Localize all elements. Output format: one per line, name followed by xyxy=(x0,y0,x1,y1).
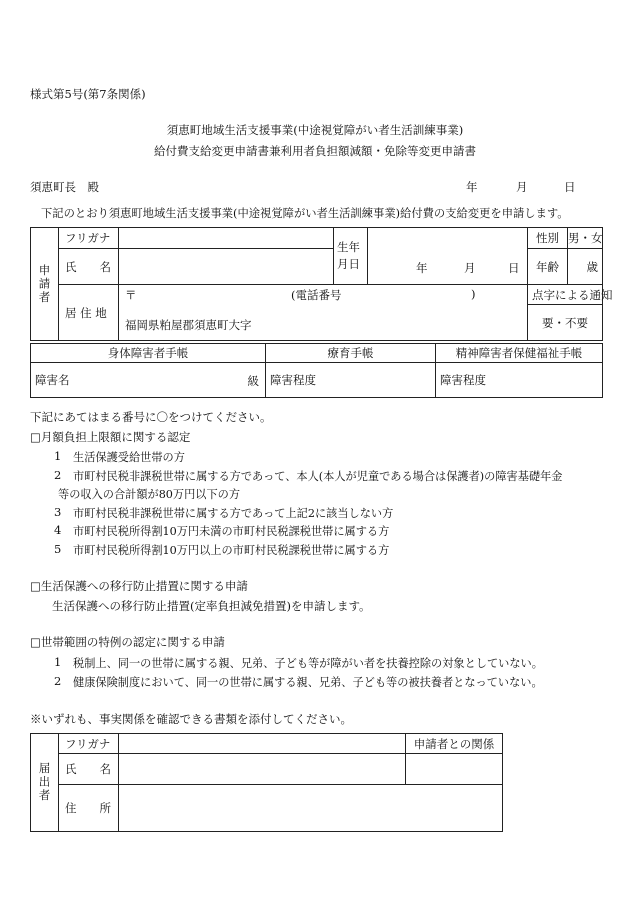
address-label: 居 住 地 xyxy=(59,285,119,341)
section2-text: 生活保護への移行防止措置(定率負担減免措置)を申請します。 xyxy=(52,599,371,613)
age-label: 年齢 xyxy=(528,249,568,285)
item-number[interactable]: 5 xyxy=(54,541,62,556)
applicant-table xyxy=(30,227,613,341)
postal-mark: 〒 xyxy=(125,288,137,302)
date-day: 日 xyxy=(564,180,576,194)
age-field[interactable] xyxy=(568,249,603,285)
braille-label: 点字による通知 xyxy=(528,285,603,305)
mental-degree-label: 障害程度 xyxy=(440,373,486,387)
birthdate-label: 生年月日 xyxy=(334,228,368,285)
rehab-handbook-header: 療育手帳 xyxy=(266,344,436,363)
disability-name-field[interactable] xyxy=(31,363,266,398)
submitter-address-label: 住 所 xyxy=(59,785,119,832)
relation-field[interactable] xyxy=(406,754,503,785)
intro-text: 下記のとおり須恵町地域生活支援事業(中途視覚障がい者生活訓練事業)給付費の支給変更を申請します。 xyxy=(41,207,569,220)
item-text: 等の収入の合計額が80万円以下の方 xyxy=(58,488,241,501)
item-text: 税制上、同一の世帯に属する親、兄弟、子ども等が障がい者を扶養控除の対象としていない。 xyxy=(73,657,543,670)
item-text: 市町村民税所得割10万円未満の市町村民税課税世帯に属する方 xyxy=(73,525,390,538)
date-month: 月 xyxy=(516,180,528,194)
item-number[interactable]: 2 xyxy=(54,467,62,482)
item-number[interactable]: 2 xyxy=(54,674,62,688)
submitter-address-field[interactable] xyxy=(119,785,503,832)
relation-label: 申請者との関係 xyxy=(406,734,503,754)
addressee: 須恵町長 殿 xyxy=(30,180,99,194)
section3-heading[interactable]: □世帯範囲の特例の認定に関する申請 xyxy=(30,635,225,649)
disability-name-label: 障害名 xyxy=(35,373,70,387)
item-text: 健康保険制度において、同一の世帯に属する親、兄弟、子ども等の被扶養者となっていない。 xyxy=(73,676,543,689)
section1-heading[interactable]: □月額負担上限額に関する認定 xyxy=(30,430,191,444)
rehab-degree-field[interactable] xyxy=(266,363,436,398)
title-line-2: 給付費支給変更申請書兼利用者負担額減額・免除等変更申請書 xyxy=(154,144,476,158)
item-text: 生活保護受給世帯の方 xyxy=(73,451,185,464)
furigana-label: フリガナ xyxy=(59,228,119,249)
name-label: 氏 名 xyxy=(59,249,119,285)
mental-degree-field[interactable] xyxy=(436,363,603,398)
mental-handbook-header: 精神障害者保健福祉手帳 xyxy=(436,344,603,363)
address-value: 福岡県粕屋郡須恵町大字 xyxy=(125,318,252,332)
grade-unit: 級 xyxy=(247,374,259,388)
birth-year-unit: 年 xyxy=(416,261,428,275)
phone-close: ) xyxy=(471,287,476,301)
item-number[interactable]: 1 xyxy=(54,449,62,463)
birth-day-unit: 日 xyxy=(508,261,520,275)
item-number[interactable]: 1 xyxy=(54,655,62,669)
submitter-table xyxy=(30,733,503,832)
submitter-name-field[interactable] xyxy=(119,754,406,785)
instruction-text: 下記にあてはまる番号に〇をつけてください。 xyxy=(30,410,272,424)
form-number: 様式第5号(第7条関係) xyxy=(30,87,146,101)
braille-value[interactable]: 要・不要 xyxy=(528,305,603,341)
phone-label: (電話番号 xyxy=(291,288,342,302)
rehab-degree-label: 障害程度 xyxy=(270,373,316,387)
date-year: 年 xyxy=(466,180,478,194)
furigana-field[interactable] xyxy=(119,228,334,249)
sex-label: 性別 xyxy=(528,228,568,249)
address-field[interactable] xyxy=(119,285,528,341)
title-line-1: 須恵町地域生活支援事業(中途視覚障がい者生活訓練事業) xyxy=(166,123,464,137)
physical-handbook-header: 身体障害者手帳 xyxy=(31,344,266,363)
item-text: 市町村民税所得割10万円以上の市町村民税課税世帯に属する方 xyxy=(73,543,390,557)
submitter-side-label: 届出者 xyxy=(31,734,59,832)
item-text: 市町村民税非課税世帯に属する方であって、本人(本人が児童である場合は保護者)の障害基礎年金 xyxy=(73,469,563,483)
applicant-side-label: 申請者 xyxy=(31,228,59,341)
birth-month-unit: 月 xyxy=(464,261,476,275)
item-text: 市町村民税非課税世帯に属する方であって上記2に該当しない方 xyxy=(73,506,394,520)
sex-value[interactable]: 男・女 xyxy=(568,228,603,249)
submitter-furigana-field[interactable] xyxy=(119,734,406,754)
section2-heading[interactable]: □生活保護への移行防止措置に関する申請 xyxy=(30,579,248,593)
name-field[interactable] xyxy=(119,249,334,285)
age-unit: 歳 xyxy=(586,259,598,274)
attachment-note: ※いずれも、事実関係を確認できる書類を添付してください。 xyxy=(30,712,352,726)
birthdate-field[interactable] xyxy=(368,228,528,285)
item-number[interactable]: 3 xyxy=(54,504,62,519)
item-number[interactable]: 4 xyxy=(54,523,62,537)
submitter-furigana-label: フリガナ xyxy=(59,734,119,754)
handbook-table xyxy=(30,343,603,398)
submitter-name-label: 氏 名 xyxy=(59,754,119,785)
